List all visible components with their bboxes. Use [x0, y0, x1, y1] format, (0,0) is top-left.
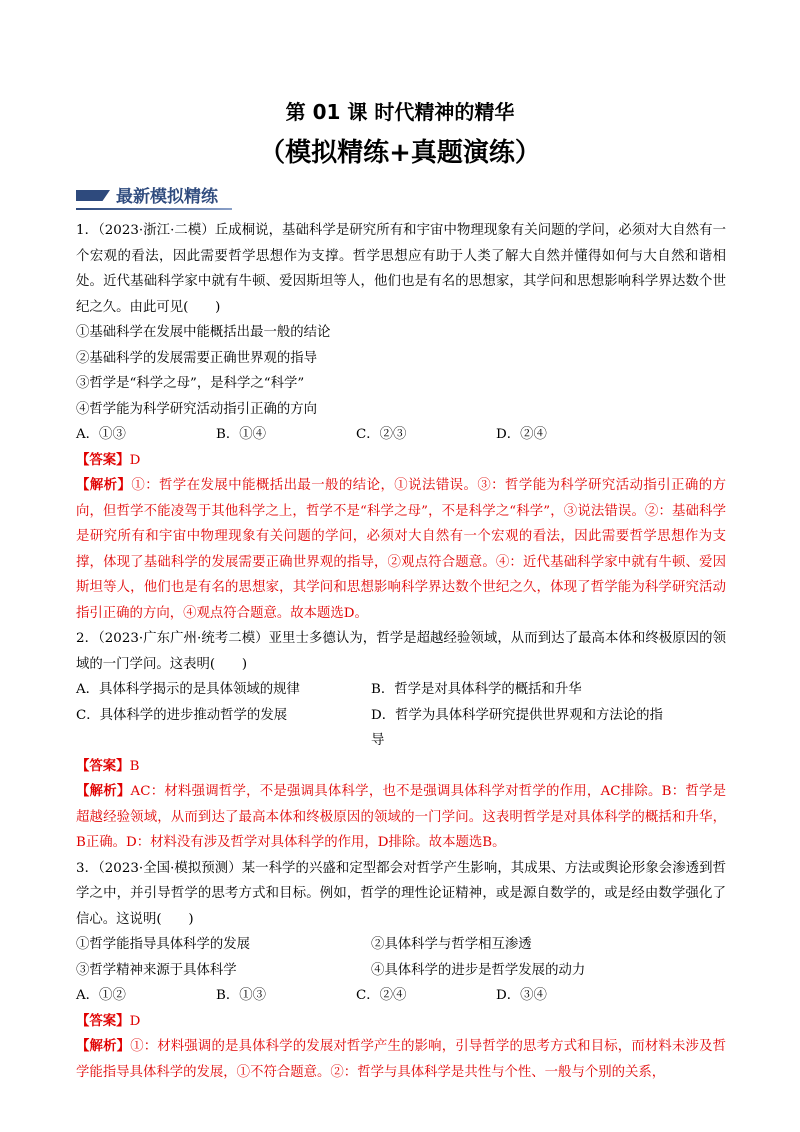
page-subtitle: （模拟精练+真题演练）: [259, 138, 541, 168]
section-divider: [76, 208, 232, 210]
options-row: [76, 422, 726, 448]
statement-row: [76, 958, 726, 984]
statement-item: ③哲学精神来源于具体科学: [76, 962, 237, 978]
statement-item: ④具体科学的进步是哲学发展的动力: [371, 962, 586, 978]
question-1: [76, 218, 726, 626]
options-row: [76, 677, 726, 703]
statement-item: ①基础科学在发展中能概括出最一般的结论: [76, 325, 331, 340]
option-a: A．①②: [76, 988, 126, 1003]
section-bar-icon: [76, 190, 110, 201]
question-stem: 1．（2023·浙江·二模）丘成桐说，基础科学是研究所有和宇宙中物理现象有关问题的学问，必须对大自然有一个宏观的看法，因此需要哲学思想作为支撑。哲学思想应有助于人类了解大自然并懂得如何与大自然和谐相处。近代基础科学家中就有牛顿、爱因斯坦等人，他们也是有名的思想家，其学问和思想影响科学界达数个世纪之久。由此可见( ): [76, 223, 726, 315]
explanation-text: AC：材料强调哲学，不是强调具体科学，也不是强调具体科学对哲学的作用，AC排除。B：哲学是超越经验领域，从而到达了最高本体和终极原因的领域的一门学问。这表明哲学是对具体科学的概括和升华，B正确。D：材料没有涉及哲学对具体科学的作用，D排除。故本题选B。: [76, 784, 726, 850]
question-3: [76, 856, 726, 1086]
option-d: D．②④: [496, 427, 547, 442]
explanation-tag: 【解析】: [76, 477, 132, 493]
option-d: D．哲学为具体科学研究提供世界观和方法论的指导: [371, 707, 663, 748]
option-d: D．③④: [496, 988, 547, 1003]
statement-item: ④哲学能为科学研究活动指引正确的方向: [76, 401, 318, 417]
answer-value: D: [129, 452, 141, 468]
section-header: [76, 182, 236, 208]
explanation-text: ①：哲学在发展中能概括出最一般的结论，①说法错误。③：哲学能为科学研究活动指引正确的方向，但哲学不能凌驾于其他科学之上，哲学不是“科学之母”，不是科学之“科学”，③说法错误。②：基础科学是研究所有和宇宙中物理现象有关问题的学问，必须对大自然有一个宏观的看法，因此需要哲学思想作为支撑，体现了基础科学的发展需要正确世界观的指导，②观点符合题意。④：近代基础科学家中就有牛顿、爱因斯坦等人，他们也是有名的思想家，其学问和思想影响科学界达数个世纪之久，体现了哲学能为科学研究活动指引正确的方向，④观点符合题意。故本题选D。: [76, 478, 726, 621]
statement-item: ③哲学是“科学之母”，是科学之“科学”: [76, 376, 305, 391]
question-stem: 2．（2023·广东广州·统考二模）亚里士多德认为，哲学是超越经验领域，从而到达了最高本体和终极原因的领域的一门学问。这表明( ): [76, 631, 726, 672]
explanation: [76, 1034, 726, 1085]
options-row: [76, 703, 726, 754]
explanation-text: ①：材料强调的是具体科学的发展对哲学产生的影响，引导哲学的思考方式和目标，而材料未涉及哲学能指导具体科学的发展，①不符合题意。②：哲学与具体科学是共性与个性、一般与个别的关系，: [76, 1039, 727, 1080]
answer-line: [76, 1009, 726, 1035]
answer-value: D: [129, 1013, 141, 1029]
statement-row: [76, 932, 726, 958]
answer-tag: 【答案】: [76, 1012, 130, 1029]
statement-item: ②基础科学的发展需要正确世界观的指导: [76, 350, 318, 366]
statement-item: ②具体科学与哲学相互渗透: [371, 937, 532, 952]
option-b: B．①④: [216, 427, 267, 442]
option-a: A．①③: [76, 427, 126, 442]
answer-tag: 【答案】: [76, 451, 130, 468]
explanation: [76, 779, 726, 856]
question-list: [76, 218, 726, 1085]
option-b: B．哲学是对具体科学的概括和升华: [371, 682, 582, 697]
statement-item: ①哲学能指导具体科学的发展: [76, 937, 251, 952]
explanation: [76, 473, 726, 626]
question-2: [76, 626, 726, 856]
option-c: C．②④: [356, 988, 407, 1003]
answer-tag: 【答案】: [76, 757, 130, 774]
option-c: C．具体科学的进步推动哲学的发展: [76, 707, 288, 723]
page-title: 第 01 课 时代精神的精华: [285, 100, 515, 124]
option-b: B．①③: [216, 988, 267, 1003]
answer-line: [76, 754, 726, 780]
answer-value: B: [129, 758, 140, 774]
question-stem: 3．（2023·全国·模拟预测）某一科学的兴盛和定型都会对哲学产生影响，其成果、方法或舆论形象会渗透到哲学之中，并引导哲学的思考方式和目标。例如，哲学的理性论证精神，或是源自数学的，或是经由数学强化了信心。这说明( ): [76, 860, 726, 927]
explanation-tag: 【解析】: [76, 783, 131, 799]
section-label: 最新模拟精练: [116, 187, 218, 207]
answer-line: [76, 448, 726, 474]
options-row: [76, 983, 726, 1009]
option-a: A．具体科学揭示的是具体领域的规律: [76, 682, 300, 697]
option-c: C．②③: [356, 427, 407, 442]
explanation-tag: 【解析】: [76, 1038, 131, 1054]
